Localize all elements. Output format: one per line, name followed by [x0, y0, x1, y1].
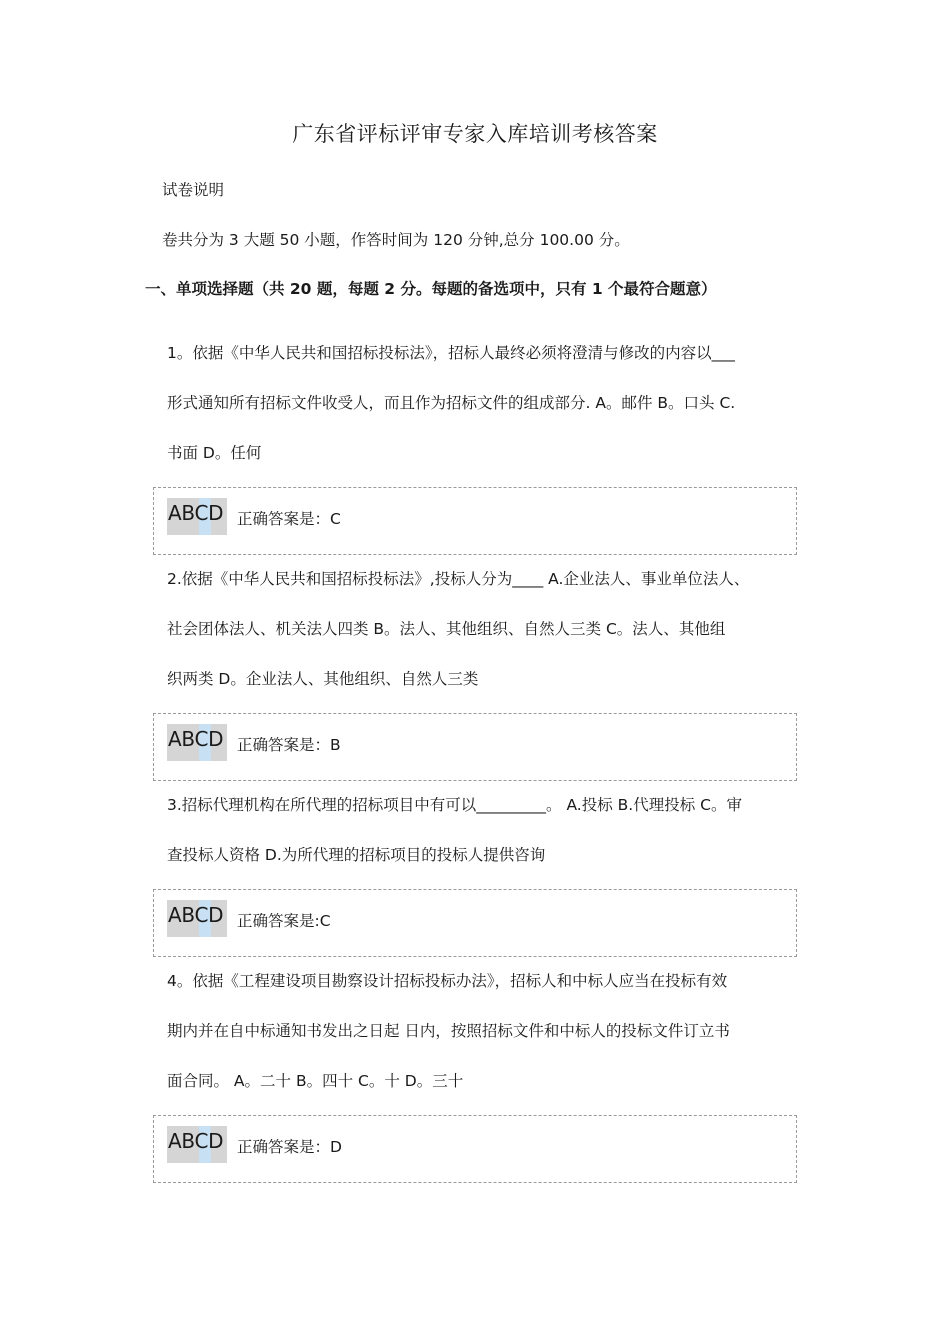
question-line: 书面 D。任何: [167, 444, 262, 462]
question-line: 3.招标代理机构在所代理的招标项目中有可以_________。 A.投标 B.代理投标 C。审: [167, 796, 742, 814]
answer-box-2: [153, 713, 797, 781]
question-1: [167, 328, 787, 478]
answer-box-3: [153, 889, 797, 957]
option-letters: ABCD: [168, 727, 224, 751]
correct-answer: 正确答案是：D: [237, 1138, 342, 1156]
question-line: 期内并在自中标通知书发出之日起 日内，按照招标文件和中标人的投标文件订立书: [167, 1022, 730, 1040]
question-line: 社会团体法人、机关法人四类 B。法人、其他组织、自然人三类 C。法人、其他组: [167, 620, 726, 638]
option-letters: ABCD: [168, 501, 224, 525]
exam-instructions-heading: 试卷说明: [162, 181, 225, 199]
question-line: 形式通知所有招标文件收受人，而且作为招标文件的组成部分. A。邮件 B。口头 C.: [167, 394, 736, 412]
option-letters: ABCD: [168, 903, 224, 927]
exam-description: 卷共分为 3 大题 50 小题，作答时间为 120 分钟,总分 100.00 分。: [162, 231, 630, 249]
question-line: 2.依据《中华人民共和国招标投标法》,投标人分为____ A.企业法人、事业单位法人、: [167, 570, 750, 588]
option-chips[interactable]: [167, 1126, 227, 1163]
question-line: 查投标人资格 D.为所代理的招标项目的投标人提供咨询: [167, 846, 546, 864]
option-letters: ABCD: [168, 1129, 224, 1153]
answer-box-4: [153, 1115, 797, 1183]
answer-box-1: [153, 487, 797, 555]
section-heading: 一、单项选择题（共 20 题，每题 2 分。每题的备选项中，只有 1 个最符合题意）: [145, 280, 717, 298]
question-line: 4。依据《工程建设项目勘察设计招标投标办法》，招标人和中标人应当在投标有效: [167, 972, 728, 990]
document-title: 广东省评标评审专家入库培训考核答案: [292, 122, 658, 146]
correct-answer: 正确答案是：C: [237, 510, 341, 528]
option-chips[interactable]: [167, 900, 227, 937]
correct-answer: 正确答案是：B: [237, 736, 341, 754]
option-chips[interactable]: [167, 498, 227, 535]
question-4: [167, 956, 787, 1106]
question-2: [167, 554, 787, 704]
question-line: 1。依据《中华人民共和国招标投标法》，招标人最终必须将澄清与修改的内容以___: [167, 344, 735, 362]
question-line: 织两类 D。企业法人、其他组织、自然人三类: [167, 670, 479, 688]
question-line: 面合同。 A。二十 B。四十 C。十 D。三十: [167, 1072, 464, 1090]
correct-answer: 正确答案是:C: [237, 912, 331, 930]
option-chips[interactable]: [167, 724, 227, 761]
question-3: [167, 780, 787, 880]
